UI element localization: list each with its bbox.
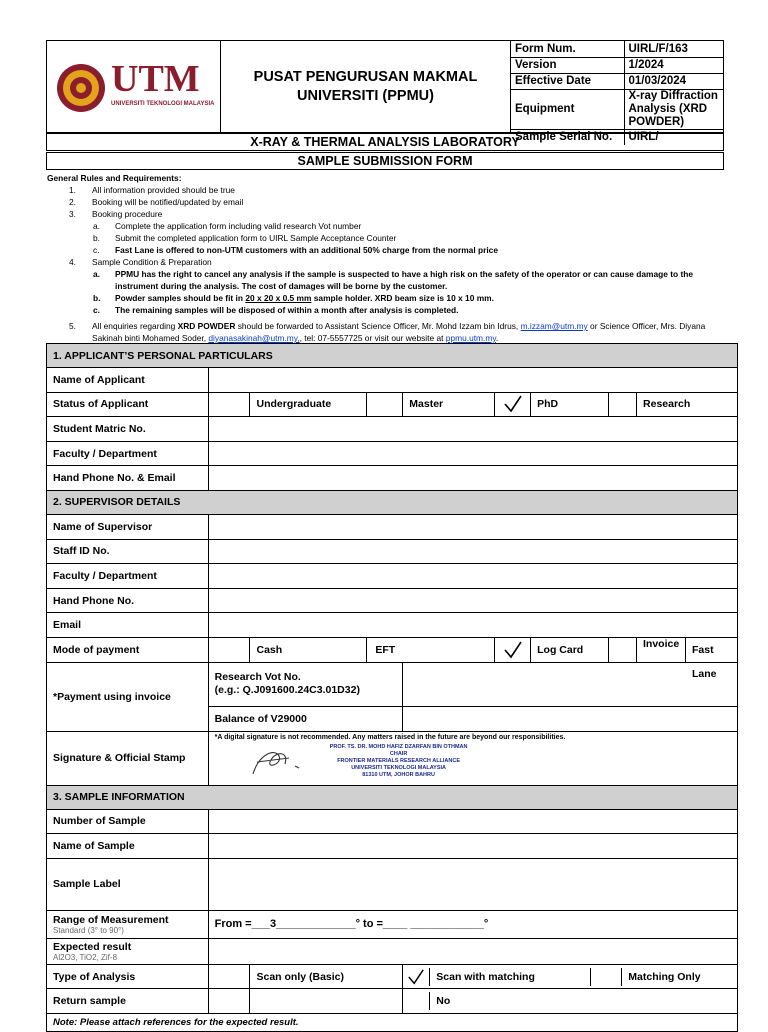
rules-title: General Rules and Requirements:: [47, 173, 182, 183]
meta-value: UIRL/: [624, 129, 724, 145]
email-link-izzam[interactable]: m.izzam@utm.my: [520, 321, 588, 331]
applicant-faculty-label: Faculty / Department: [47, 441, 209, 466]
email-link-diyana[interactable]: diyanasakinah@utm.my,: [208, 333, 300, 343]
reference-note: Note: Please attach references for the expected result.: [47, 1013, 738, 1031]
applicant-faculty-field[interactable]: [208, 441, 737, 466]
rule-2: Booking will be notified/updated by email: [92, 197, 244, 207]
signature-scribble-icon: [245, 744, 305, 780]
range-field[interactable]: From =___3_____________° to =____ ____________°: [208, 910, 737, 938]
analysis-options-row: [403, 964, 738, 989]
rule-5: All enquiries regarding XRD POWDER should be forwarded to Assistant Science Officer, Mr. Mohd Izzam bin Idrus, m.izzam@utm.my or Science Officer, Mrs. Diyana Sakinah binti Mohamed Soder, diyanasakinah@utm.my,, tel: 07-5557725 or visit our website at ppmu.utm.my.: [92, 321, 706, 343]
rule-4a: PPMU has the right to cancel any analysis if the sample is suspected to have a high risk on the safety of the operator or can cause damage to the instrument during the analysis. The cost of damages will be borne by the customer.: [115, 269, 694, 291]
analysis-option: Scan only (Basic): [250, 964, 403, 989]
staff-id-label: Staff ID No.: [47, 539, 209, 564]
official-stamp: PROF. TS. DR. MOHD HAFIZ DZARFAN BIN OTHMAN CHAIR FRONTIER MATERIALS RESEARCH ALLIANCE UNIVERSITI TEKNOLOGI MALAYSIA 81310 UTM, JOHOR BAHRU: [329, 743, 468, 778]
form-meta-table: [511, 41, 724, 145]
status-option: PhD: [531, 392, 609, 417]
rule-3c: Fast Lane is offered to non-UTM customers with an additional 50% charge from the normal price: [115, 245, 498, 255]
utm-logo: [47, 41, 221, 132]
balance-label: Balance of V29000: [208, 706, 403, 731]
signature-label: Signature & Official Stamp: [47, 731, 209, 785]
expected-result-field[interactable]: [208, 938, 737, 964]
form-title-banner: SAMPLE SUBMISSION FORM: [46, 152, 724, 170]
sample-name-label: Name of Sample: [47, 834, 209, 859]
supervisor-phone-field[interactable]: [208, 588, 737, 613]
signature-field[interactable]: [208, 731, 737, 785]
meta-label: Equipment: [511, 89, 624, 129]
status-label: Status of Applicant: [47, 392, 209, 417]
sample-name-field[interactable]: [208, 834, 737, 859]
research-checkbox[interactable]: [609, 392, 637, 417]
master-checkbox[interactable]: [367, 392, 403, 417]
status-option: Undergraduate: [250, 392, 367, 417]
signature-note: *A digital signature is not recommended. Any matters raised in the future are beyond our responsibilities.: [214, 733, 566, 741]
meta-label: Form Num.: [511, 41, 624, 57]
logo-subtext: UNIVERSITI TEKNOLOGI MALAYSIA: [111, 101, 215, 107]
sample-number-label: Number of Sample: [47, 809, 209, 834]
rule-3a: Complete the application form including valid research Vot number: [115, 221, 362, 231]
payment-option: Cash: [250, 637, 367, 662]
general-rules: General Rules and Requirements: 1. All information provided should be true 2. Booking will be notified/updated by email 3. Booking procedure a. Complete the application form including valid research Vot number b. Submit the completed application form to UIRL Sample Acceptance Counter c. Fast Lane is offered to non-UTM customers with an additional 50% charge from the normal price 4. Sample Condition & Preparation a. PPMU has the right to cancel any analysis if the sample is suspected to have a high risk on the safety of the operator or can cause damage to the instrument during the analysis. The cost of damages will be borne by the customer. b. Powder samples should be fit in 20 x 20 x 0.5 mm sample holder. XRD beam size is 10 x 10 mm. c. The remaining samples will be disposed of within a month after analysis is completed. 5. All enquiries regarding XRD POWDER should be forwarded to Assistant Science Officer, Mr. Mohd Izzam bin Idrus, m.izzam@utm.my or Science Officer, Mrs. Diyana Sakinah binti Mohamed Soder, diyanasakinah@utm.my,, tel: 07-5557725 or visit our website at ppmu.utm.my.: [47, 172, 737, 344]
range-label: Range of Measurement Standard (3° to 90°): [47, 910, 209, 938]
invoice-label: *Payment using invoice: [47, 662, 209, 731]
staff-id-field[interactable]: [208, 539, 737, 564]
org-title: [221, 41, 511, 132]
submission-form: [46, 343, 738, 1032]
logo-text: UTM: [111, 58, 200, 100]
analysis-type-label: Type of Analysis: [47, 964, 209, 989]
meta-value: X-ray Diffraction Analysis (XRD POWDER): [624, 89, 724, 129]
applicant-phone-field[interactable]: [208, 466, 737, 491]
phd-checkbox[interactable]: [495, 392, 531, 417]
lab-banner: X-RAY & THERMAL ANALYSIS LABORATORY: [46, 133, 724, 151]
analysis-option: Matching Only: [628, 970, 701, 983]
sample-number-field[interactable]: [208, 809, 737, 834]
checkmark-icon: [503, 640, 523, 660]
payment-option: EFT: [367, 637, 495, 662]
matching-only-checkbox[interactable]: [591, 968, 622, 986]
applicant-name-field[interactable]: [208, 368, 737, 393]
section-2-title: 2. SUPERVISOR DETAILS: [47, 490, 738, 514]
supervisor-phone-label: Hand Phone No.: [47, 588, 209, 613]
meta-value: 01/03/2024: [624, 73, 724, 89]
return-yes-checkbox[interactable]: [208, 989, 250, 1014]
section-3-title: 3. SAMPLE INFORMATION: [47, 785, 738, 809]
return-option: [250, 989, 403, 1014]
rule-4c: The remaining samples will be disposed of within a month after analysis is completed.: [115, 305, 459, 315]
balance-field[interactable]: [403, 706, 738, 731]
return-no-checkbox[interactable]: [403, 992, 430, 1010]
applicant-phone-label: Hand Phone No. & Email: [47, 466, 209, 491]
supervisor-faculty-field[interactable]: [208, 564, 737, 589]
meta-value: 1/2024: [624, 57, 724, 73]
matric-field[interactable]: [208, 417, 737, 442]
status-option: Research: [637, 392, 738, 417]
matric-label: Student Matric No.: [47, 417, 209, 442]
org-line-1: PUSAT PENGURUSAN MAKMAL: [253, 68, 478, 85]
section-1-title: 1. APPLICANT’S PERSONAL PARTICULARS: [47, 344, 738, 368]
supervisor-name-label: Name of Supervisor: [47, 514, 209, 539]
meta-label: Version: [511, 57, 624, 73]
supervisor-email-field[interactable]: [208, 613, 737, 638]
meta-value: UIRL/F/163: [624, 41, 724, 57]
log-card-checkbox[interactable]: [495, 637, 531, 662]
supervisor-email-label: Email: [47, 613, 209, 638]
cash-checkbox[interactable]: [208, 637, 250, 662]
org-line-2: UNIVERSITI (PPMU): [297, 87, 434, 104]
sample-label-label: Sample Label: [47, 858, 209, 910]
rule-1: All information provided should be true: [92, 185, 235, 195]
vot-label: Research Vot No. (e.g.: Q.J091600.24C3.01D32): [208, 662, 403, 706]
undergraduate-checkbox[interactable]: [208, 392, 250, 417]
payment-mode-label: Mode of payment: [47, 637, 209, 662]
scan-matching-checkbox[interactable]: [403, 968, 430, 986]
rule-4b: Powder samples should be fit in 20 x 20 x 0.5 mm sample holder. XRD beam size is 10 x 10 mm.: [115, 293, 494, 303]
payment-option: Invoice Fast Lane: [637, 637, 738, 662]
expected-result-label: Expected result Al2O3, TiO2, Zif-8: [47, 938, 209, 964]
applicant-name-label: Name of Applicant: [47, 368, 209, 393]
return-options-row: [403, 989, 738, 1014]
checkmark-icon: [407, 968, 425, 986]
website-link[interactable]: ppmu.utm.my: [445, 333, 496, 343]
supervisor-faculty-label: Faculty / Department: [47, 564, 209, 589]
meta-label: Sample Serial No.: [511, 129, 624, 145]
rule-4: Sample Condition & Preparation: [92, 257, 212, 267]
vot-field[interactable]: [403, 662, 738, 706]
status-option: Master: [403, 392, 495, 417]
analysis-option: Scan with matching: [430, 968, 591, 986]
scan-only-checkbox[interactable]: [208, 964, 250, 989]
rule-3: Booking procedure: [92, 209, 163, 219]
return-sample-label: Return sample: [47, 989, 209, 1014]
sample-label-field[interactable]: [208, 858, 737, 910]
invoice-checkbox[interactable]: [609, 637, 637, 662]
rule-3b: Submit the completed application form to UIRL Sample Acceptance Counter: [115, 233, 397, 243]
meta-label: Effective Date: [511, 73, 624, 89]
return-option: No: [436, 995, 451, 1008]
payment-option: Log Card: [531, 637, 609, 662]
checkmark-icon: [503, 394, 523, 414]
supervisor-name-field[interactable]: [208, 514, 737, 539]
